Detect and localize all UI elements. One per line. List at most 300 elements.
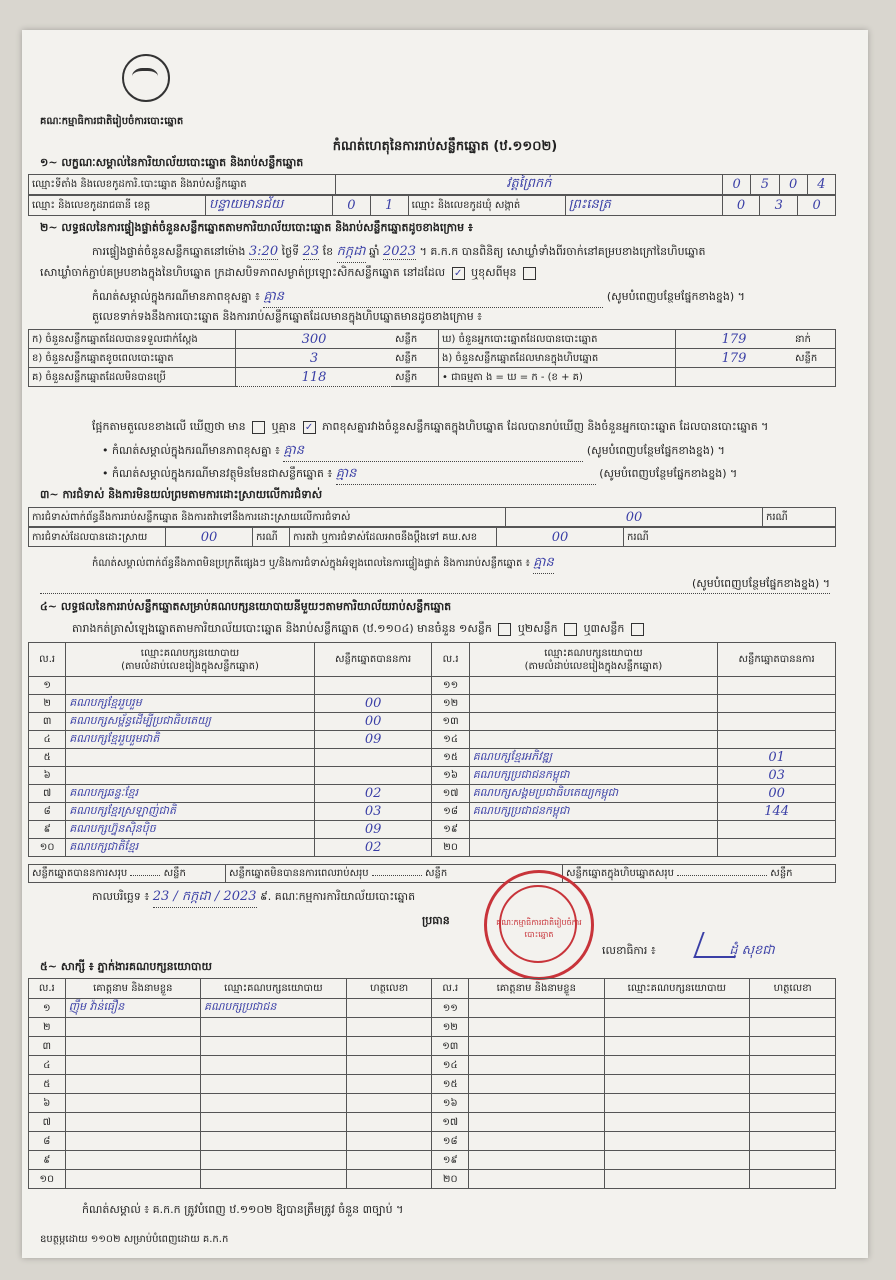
results-row bbox=[29, 731, 836, 749]
witness-name bbox=[65, 1037, 200, 1056]
details-left-label: ក) ចំនួនសន្លឹកឆ្នោតដែលបានទទួលជាក់ស្តែង bbox=[29, 330, 236, 349]
details-left-label: ខ) ចំនួនសន្លឹកឆ្នោតខូចពេលបោះឆ្នោត bbox=[29, 349, 236, 368]
date-value: 23 / កក្កដា / 2023 bbox=[153, 888, 257, 908]
party-number: ១៦ bbox=[432, 767, 469, 785]
party-name: គណបក្សហ្វ៊ុនស៊ិនប៉ិច bbox=[66, 821, 315, 839]
verify-text-a: ការផ្ទៀងផ្ទាត់ចំនួនសន្លឹកឆ្នោតនៅម៉ោង bbox=[92, 245, 246, 258]
results-row bbox=[29, 695, 836, 713]
results-row bbox=[29, 767, 836, 785]
party-name: គណបក្សឆន្ទៈខ្មែរ bbox=[66, 785, 315, 803]
details-right-value bbox=[676, 368, 793, 387]
witness-number: ៨ bbox=[29, 1132, 66, 1151]
secretary-line bbox=[602, 942, 775, 961]
party-name: គណបក្សខ្មែរអភិវឌ្ឍ bbox=[469, 749, 718, 767]
valid-total-label: សន្លឹកឆ្នោតបាននការសរុប bbox=[32, 868, 128, 879]
party-name bbox=[469, 821, 718, 839]
witness-name bbox=[469, 1075, 604, 1094]
witness-number: ១៧ bbox=[432, 1113, 469, 1132]
party-name: គណបក្សជាតិខ្មែរ bbox=[66, 839, 315, 857]
verify-time: 3:20 bbox=[248, 244, 279, 259]
party-votes bbox=[718, 821, 836, 839]
box-total-blank bbox=[677, 875, 767, 876]
results-row bbox=[29, 803, 836, 821]
section4-title: ៤~ លទ្ធផលនៃការរាប់សន្លឹកឆ្នោតសម្រាប់គណបក្សនយោបាយនីមួយៗតាមការិយាល័យរាប់សន្លឹកឆ្នោត bbox=[40, 600, 452, 613]
witness-number: ៩ bbox=[29, 1151, 66, 1170]
site-code-3: 0 bbox=[779, 175, 807, 195]
details-left-value: 118 bbox=[236, 368, 393, 387]
party-votes: 00 bbox=[314, 695, 432, 713]
party-votes: 03 bbox=[314, 803, 432, 821]
witness-signature bbox=[346, 1037, 432, 1056]
party-name bbox=[469, 713, 718, 731]
secretary-label: លេខាធិការ ៖ bbox=[602, 944, 656, 957]
party-name bbox=[66, 677, 315, 695]
results-row bbox=[29, 821, 836, 839]
party-number: ១០ bbox=[29, 839, 66, 857]
witness-signature bbox=[750, 1075, 836, 1094]
witness-name bbox=[469, 1018, 604, 1037]
col-party-header bbox=[469, 643, 718, 677]
witness-name bbox=[65, 1075, 200, 1094]
col-party-header bbox=[66, 643, 315, 677]
details-intro: តួលេខទាក់ទងនឹងការបោះឆ្នោត និងការរាប់សន្លឹកឆ្នោតដែលមានក្នុងហិបឆ្នោតមានដូចខាងក្រោម ៖ bbox=[92, 310, 483, 323]
witness-signature bbox=[750, 1113, 836, 1132]
commune-label: ឈ្មោះ និងលេខកូដឃុំ សង្កាត់ bbox=[408, 196, 565, 216]
section1-table bbox=[28, 174, 836, 195]
party-number: ១៧ bbox=[432, 785, 469, 803]
date-line bbox=[92, 888, 415, 908]
diff-text-b: ឬគ្មាន bbox=[271, 420, 297, 433]
witness-col-sign: ហត្ថលេខា bbox=[750, 979, 836, 999]
witness-number: ១៨ bbox=[432, 1132, 469, 1151]
org-name: គណៈកម្មាធិការជាតិរៀបចំការបោះឆ្នោត bbox=[40, 116, 184, 127]
witness-signature bbox=[346, 1094, 432, 1113]
witness-signature bbox=[346, 999, 432, 1018]
col-party-subtitle: (តាមលំដាប់លេខរៀងក្នុងសន្លឹកឆ្នោត) bbox=[121, 660, 259, 672]
party-votes: 01 bbox=[718, 749, 836, 767]
results-row bbox=[29, 713, 836, 731]
witness-signature bbox=[750, 1170, 836, 1189]
form-title: កំណត់ហេតុនៃការរាប់សន្លឹកឆ្នោត (ឋ.១១០២) bbox=[332, 139, 558, 154]
witness-number: ៤ bbox=[29, 1056, 66, 1075]
results-row bbox=[29, 785, 836, 803]
form-sheet bbox=[22, 30, 868, 1258]
emblem-logo bbox=[122, 54, 170, 102]
witness-number: ១២ bbox=[432, 1018, 469, 1037]
witness-name bbox=[469, 1113, 604, 1132]
section4-intro-text: តារាងកត់ត្រាសំឡេងឆ្នោតតាមការិយាល័យបោះឆ្នោត និងរាប់សន្លឹកឆ្នោត (ឋ.១១០៤) មានចំនួន ១សន្លឹក bbox=[72, 622, 492, 635]
witness-name bbox=[469, 1132, 604, 1151]
witness-row bbox=[29, 1113, 836, 1132]
party-votes: 144 bbox=[718, 803, 836, 821]
col-votes-header: សន្លឹកឆ្នោតបាននការ bbox=[314, 643, 432, 677]
witness-row bbox=[29, 1018, 836, 1037]
note1-suffix: (សូមបំពេញបន្ថែមផ្នែកខាងខ្នង) ។ bbox=[606, 290, 745, 303]
witness-row bbox=[29, 1056, 836, 1075]
witness-party bbox=[604, 1113, 750, 1132]
objection-table bbox=[28, 507, 836, 527]
party-number: ១២ bbox=[432, 695, 469, 713]
objection-row2-mid-unit: ករណី bbox=[624, 528, 836, 547]
witness-number: ១៥ bbox=[432, 1075, 469, 1094]
witness-name bbox=[469, 1151, 604, 1170]
party-name bbox=[66, 749, 315, 767]
objection-note-value: គ្មាន bbox=[533, 554, 554, 574]
witness-name bbox=[65, 1170, 200, 1189]
details-left-label: គ) ចំនួនសន្លឹកឆ្នោតដែលមិនបានប្រើ bbox=[29, 368, 236, 387]
witness-name bbox=[65, 1094, 200, 1113]
diff-line bbox=[92, 420, 768, 436]
details-left-unit: សន្លឹក bbox=[392, 368, 439, 387]
objection-table-row2 bbox=[28, 527, 836, 547]
witness-name bbox=[65, 1132, 200, 1151]
verify-month: កក្កដា bbox=[337, 243, 366, 263]
witness-number: ១៩ bbox=[432, 1151, 469, 1170]
secretary-name: ដុំ សុខជា bbox=[729, 943, 775, 958]
commune-code-3: 0 bbox=[798, 196, 836, 216]
section5-title: ៥~ សាក្សី ៖ ភ្នាក់ងារគណបក្សនយោបាយ bbox=[40, 960, 213, 973]
objection-row2-value: 00 bbox=[166, 528, 253, 547]
witness-row bbox=[29, 1075, 836, 1094]
witness-number: ១ bbox=[29, 999, 66, 1018]
three-sheet-checkbox[interactable] bbox=[631, 623, 644, 636]
party-name: គណបក្សប្រជាជនកម្ពុជា bbox=[469, 803, 718, 821]
objection-row2-mid-value: 00 bbox=[497, 528, 624, 547]
witness-table bbox=[28, 978, 836, 1189]
party-votes bbox=[718, 839, 836, 857]
verify-line1 bbox=[92, 243, 706, 263]
note2-suffix: (សូមបំពេញបន្ថែមផ្នែកខាងខ្នង) ។ bbox=[586, 444, 725, 457]
note3-line bbox=[102, 465, 737, 485]
verify-text-c: ខែ bbox=[322, 245, 334, 258]
witness-signature bbox=[750, 1018, 836, 1037]
witness-party bbox=[604, 1132, 750, 1151]
witness-number: ២ bbox=[29, 1018, 66, 1037]
party-number: ៦ bbox=[29, 767, 66, 785]
party-number: ៩ bbox=[29, 821, 66, 839]
party-name: គណបក្សខ្មែរស្រឡាញ់ជាតិ bbox=[66, 803, 315, 821]
party-votes: 09 bbox=[314, 731, 432, 749]
party-number: ១៤ bbox=[432, 731, 469, 749]
party-number: ១៨ bbox=[432, 803, 469, 821]
col-party-title: ឈ្មោះគណបក្សនយោបាយ bbox=[140, 647, 240, 659]
section4-intro bbox=[72, 622, 647, 638]
witness-signature bbox=[750, 1132, 836, 1151]
party-votes bbox=[718, 677, 836, 695]
details-left-value: 300 bbox=[236, 330, 393, 349]
party-votes bbox=[718, 695, 836, 713]
chair-label: ៩. គណៈកម្មការការិយាល័យបោះឆ្នោត bbox=[260, 890, 416, 903]
chair-title: ប្រធាន bbox=[422, 914, 450, 927]
box-total-unit: សន្លឹក bbox=[770, 868, 793, 879]
party-number: ១ bbox=[29, 677, 66, 695]
witness-row bbox=[29, 999, 836, 1018]
province-code-1: 0 bbox=[333, 196, 371, 216]
party-name: គណបក្សប្រជាជនកម្ពុជា bbox=[469, 767, 718, 785]
witness-signature bbox=[750, 1094, 836, 1113]
verify-text-d: ឆ្នាំ bbox=[369, 245, 380, 258]
witness-row bbox=[29, 1170, 836, 1189]
date-label: កាលបរិច្ឆេទ ៖ bbox=[92, 890, 150, 903]
diff-text-c: ភាពខុសគ្នារវាងចំនួនសន្លឹកឆ្នោតក្នុងហិបឆ្នោត ដែលបានរាប់ឃើញ និងចំនួនអ្នកបោះឆ្នោត ដែលបានបោះឆ្នោត ។ bbox=[322, 420, 769, 433]
party-number: ៤ bbox=[29, 731, 66, 749]
verify-text-b: ថ្ងៃទី bbox=[281, 245, 300, 258]
details-row bbox=[29, 349, 836, 368]
witness-party bbox=[604, 999, 750, 1018]
party-votes bbox=[314, 767, 432, 785]
details-right-label: ឃ) ចំនួនអ្នកបោះឆ្នោតដែលបានបោះឆ្នោត bbox=[439, 330, 676, 349]
results-row bbox=[29, 839, 836, 857]
results-header bbox=[29, 643, 836, 677]
objection-row2-unit: ករណី bbox=[253, 528, 290, 547]
witness-number: ១១ bbox=[432, 999, 469, 1018]
box-total-label: សន្លឹកឆ្នោតក្នុងហិបឆ្នោតសរុប bbox=[566, 868, 674, 879]
witness-number: ៧ bbox=[29, 1113, 66, 1132]
note1-label: កំណត់សម្គាល់ក្នុងករណីមានភាពខុសគ្នា ៖ bbox=[92, 290, 260, 303]
results-row bbox=[29, 749, 836, 767]
valid-total-blank bbox=[130, 875, 160, 876]
party-name: គណបក្សសម្ព័ន្ធដើម្បីប្រជាធិបតេយ្យ bbox=[66, 713, 315, 731]
province-value: បន្ទាយមានជ័យ bbox=[206, 196, 333, 216]
party-number: ២០ bbox=[432, 839, 469, 857]
details-right-label: • ជាធម្មតា ង = ឃ = ក - (ខ + គ) bbox=[439, 368, 676, 387]
witness-signature bbox=[750, 999, 836, 1018]
witness-row bbox=[29, 1132, 836, 1151]
col-party-subtitle: (តាមលំដាប់លេខរៀងក្នុងសន្លឹកឆ្នោត) bbox=[524, 660, 663, 672]
col-no-header: ល.រ bbox=[432, 643, 469, 677]
party-votes: 02 bbox=[314, 839, 432, 857]
witness-party bbox=[201, 1094, 347, 1113]
province-label: ឈ្មោះ និងលេខកូដរាជធានី ខេត្ត bbox=[29, 196, 206, 216]
witness-party bbox=[201, 1170, 347, 1189]
witness-party bbox=[604, 1056, 750, 1075]
diff-yes-checkbox[interactable] bbox=[252, 421, 265, 434]
party-votes bbox=[718, 731, 836, 749]
details-right-value: 179 bbox=[676, 330, 793, 349]
changed-checkbox[interactable] bbox=[523, 267, 536, 280]
witness-party bbox=[604, 1037, 750, 1056]
witness-number: ១៦ bbox=[432, 1094, 469, 1113]
party-votes: 00 bbox=[718, 785, 836, 803]
witness-party bbox=[201, 1075, 347, 1094]
details-row bbox=[29, 330, 836, 349]
party-number: ១៥ bbox=[432, 749, 469, 767]
witness-number: ១៤ bbox=[432, 1056, 469, 1075]
party-votes: 00 bbox=[314, 713, 432, 731]
party-name bbox=[469, 839, 718, 857]
witness-name bbox=[469, 1056, 604, 1075]
party-name: គណបក្សខ្មែររួបរួមជាតិ bbox=[66, 731, 315, 749]
col-party-title: ឈ្មោះគណបក្សនយោបាយ bbox=[544, 647, 643, 659]
invalid-total-blank bbox=[372, 875, 422, 876]
objection-note-label: កំណត់សម្គាល់ពាក់ព័ន្ធនឹងភាពមិនប្រក្រតីផ្សេងៗ ឬ/និងការជំទាស់ក្នុងអំឡុងពេលនៃការផ្ទៀងផ្ទាត់ និងការរាប់សន្លឹកឆ្នោត ៖ bbox=[92, 558, 530, 569]
witness-col-sign: ហត្ថលេខា bbox=[346, 979, 432, 999]
witness-number: ២០ bbox=[432, 1170, 469, 1189]
details-table bbox=[28, 329, 836, 387]
witness-col-name: គោត្តនាម និងនាមខ្លួន bbox=[469, 979, 604, 999]
verify-line2 bbox=[40, 266, 539, 282]
witness-party bbox=[604, 1151, 750, 1170]
party-number: ១៩ bbox=[432, 821, 469, 839]
objection-row2-mid-label: ការតវ៉ា ឬការជំទាស់ដែលអាចនឹងប្តឹងទៅ គឃ.សខ bbox=[290, 528, 497, 547]
objection-row1-value: 00 bbox=[506, 508, 763, 527]
objection-row1-label: ការជំទាស់ពាក់ព័ន្ធនឹងការរាប់សន្លឹកឆ្នោត និងការតវ៉ាទៅនឹងការដោះស្រាយលើការជំទាស់ bbox=[29, 508, 506, 527]
objection-note bbox=[92, 554, 554, 574]
witness-signature bbox=[750, 1056, 836, 1075]
details-left-unit: សន្លឹក bbox=[392, 349, 439, 368]
details-right-unit bbox=[792, 368, 836, 387]
note2-label: • កំណត់សម្គាល់ក្នុងករណីមានភាពខុសគ្នា ៖ bbox=[102, 444, 280, 457]
witness-party bbox=[201, 1018, 347, 1037]
witness-col-name: គោត្តនាម និងនាមខ្លួន bbox=[65, 979, 200, 999]
commune-value: ព្រះនេត្រ bbox=[565, 196, 722, 216]
party-name bbox=[66, 767, 315, 785]
party-number: ២ bbox=[29, 695, 66, 713]
section1-table-row2 bbox=[28, 195, 836, 216]
site-value: វត្តព្រៃកក់ bbox=[336, 175, 723, 195]
commune-code-1: 0 bbox=[722, 196, 760, 216]
witness-number: ៦ bbox=[29, 1094, 66, 1113]
party-number: ៨ bbox=[29, 803, 66, 821]
witness-name bbox=[65, 1113, 200, 1132]
witness-name bbox=[65, 1151, 200, 1170]
witness-party bbox=[604, 1018, 750, 1037]
party-number: ១៣ bbox=[432, 713, 469, 731]
witness-name bbox=[65, 1056, 200, 1075]
changed-label: ឬខុសពីមុន bbox=[471, 266, 517, 279]
note3-value: គ្មាន bbox=[336, 465, 596, 485]
note1-line bbox=[92, 288, 852, 308]
site-label: ឈ្មោះទីតាំង និងលេខកូដការិ.បោះឆ្នោត និងរាប់សន្លឹកឆ្នោត bbox=[29, 175, 336, 195]
site-code-4: 4 bbox=[807, 175, 835, 195]
witness-number: ១០ bbox=[29, 1170, 66, 1189]
valid-total-unit: សន្លឹក bbox=[163, 868, 186, 879]
party-name bbox=[469, 677, 718, 695]
site-code-2: 5 bbox=[751, 175, 779, 195]
party-votes: 02 bbox=[314, 785, 432, 803]
results-table bbox=[28, 642, 836, 857]
verify-year: 2023 bbox=[382, 244, 417, 259]
verify-day: 23 bbox=[302, 244, 320, 259]
note2-line bbox=[102, 442, 725, 462]
party-number: ១១ bbox=[432, 677, 469, 695]
objection-row1-unit: ករណី bbox=[763, 508, 836, 527]
verify-text-e: ។ គ.ក.ក បានពិនិត្យ សោឃ្លាំទាំងពីរចាក់នៅគម្របខាងក្រៅនៃហិបឆ្នោត bbox=[419, 245, 706, 258]
section2-title: ២~ លទ្ធផលនៃការផ្ទៀងផ្ទាត់ចំនួនសន្លឹកឆ្នោតតាមការិយាល័យបោះឆ្នោត និងរាប់សន្លឹកឆ្នោតដូចខាងក្រោម ៖ bbox=[40, 221, 473, 234]
witness-col-party: ឈ្មោះគណបក្សនយោបាយ bbox=[201, 979, 347, 999]
diff-no-checkbox[interactable]: ✓ bbox=[303, 421, 316, 434]
witness-party bbox=[201, 1132, 347, 1151]
party-number: ៧ bbox=[29, 785, 66, 803]
witness-row bbox=[29, 1151, 836, 1170]
party-number: ៥ bbox=[29, 749, 66, 767]
witness-signature bbox=[346, 1056, 432, 1075]
note3-label: • កំណត់សម្គាល់ក្នុងករណីមានវត្ថុមិនមែនជាសន្លឹកឆ្នោត ៖ bbox=[102, 467, 333, 480]
note3-suffix: (សូមបំពេញបន្ថែមផ្នែកខាងខ្នង) ។ bbox=[599, 467, 738, 480]
details-row bbox=[29, 368, 836, 387]
stamp-text: គណៈកម្មាធិការជាតិរៀបចំការបោះឆ្នោត bbox=[496, 918, 582, 939]
same-checkbox[interactable]: ✓ bbox=[452, 267, 465, 280]
witness-number: ៥ bbox=[29, 1075, 66, 1094]
details-left-value: 3 bbox=[236, 349, 393, 368]
party-number: ៣ bbox=[29, 713, 66, 731]
valid-total bbox=[29, 865, 226, 883]
col-votes-header: សន្លឹកឆ្នោតបាននការ bbox=[718, 643, 836, 677]
witness-name bbox=[469, 1037, 604, 1056]
witness-name bbox=[469, 1094, 604, 1113]
verify-line2-text: សោឃ្លាំចាក់ភ្ជាប់គម្របខាងក្នុងនៃហិបឆ្នោត ក្រដាសបិទភាពសម្ងាត់ប្រឡោះសិកសន្លឹកឆ្នោត នៅដដែល bbox=[40, 266, 446, 279]
witness-row bbox=[29, 1037, 836, 1056]
details-right-unit: សន្លឹក bbox=[792, 349, 836, 368]
witness-number: ១៣ bbox=[432, 1037, 469, 1056]
party-votes bbox=[314, 749, 432, 767]
witness-col-party: ឈ្មោះគណបក្សនយោបាយ bbox=[604, 979, 750, 999]
objection-row2-label: ការជំទាស់ដែលបានដោះស្រាយ bbox=[29, 528, 166, 547]
witness-signature bbox=[346, 1132, 432, 1151]
party-name: គណបក្សខ្មែររួបរួម bbox=[66, 695, 315, 713]
witness-party bbox=[604, 1075, 750, 1094]
three-sheet-label: ឬ៣សន្លឹក bbox=[583, 622, 625, 635]
witness-party: គណបក្សប្រជាជន bbox=[201, 999, 347, 1018]
witness-row bbox=[29, 1094, 836, 1113]
details-right-unit: នាក់ bbox=[792, 330, 836, 349]
diff-text-a: ផ្អែកតាមតួលេខខាងលើ ឃើញថា មាន bbox=[92, 420, 246, 433]
section3-title: ៣~ ការជំទាស់ និងការមិនយល់ព្រមតាមការដោះស្រាយលើការជំទាស់ bbox=[40, 488, 323, 501]
witness-party bbox=[201, 1037, 347, 1056]
witness-signature bbox=[346, 1113, 432, 1132]
details-right-label: ង) ចំនួនសន្លឹកឆ្នោតដែលមានក្នុងហិបឆ្នោត bbox=[439, 349, 676, 368]
party-votes bbox=[718, 713, 836, 731]
objection-note-suffix: (សូមបំពេញបន្ថែមផ្នែកខាងខ្នង) ។ bbox=[40, 577, 830, 594]
witness-party bbox=[604, 1170, 750, 1189]
province-code-2: 1 bbox=[370, 196, 408, 216]
two-sheet-checkbox[interactable] bbox=[564, 623, 577, 636]
commune-code-2: 3 bbox=[760, 196, 798, 216]
party-name bbox=[469, 731, 718, 749]
site-code-1: 0 bbox=[723, 175, 751, 195]
invalid-total-unit: សន្លឹក bbox=[425, 868, 448, 879]
witness-signature bbox=[346, 1170, 432, 1189]
witness-signature bbox=[346, 1018, 432, 1037]
witness-signature bbox=[750, 1037, 836, 1056]
results-footer bbox=[28, 864, 836, 883]
note1-value: គ្មាន bbox=[263, 288, 603, 308]
witness-name bbox=[469, 1170, 604, 1189]
party-votes: 09 bbox=[314, 821, 432, 839]
results-row bbox=[29, 677, 836, 695]
col-no-header: ល.រ bbox=[29, 643, 66, 677]
party-votes bbox=[314, 677, 432, 695]
form-footer: ឧបត្ថម្ភដោយ ១១០២ សម្រាប់បំពេញដោយ គ.ក.ក bbox=[40, 1234, 229, 1245]
party-name bbox=[469, 695, 718, 713]
section1-title: ១~ លក្ខណៈសម្គាល់នៃការិយាល័យបោះឆ្នោត និងរាប់សន្លឹកឆ្នោត bbox=[40, 156, 304, 169]
witness-header bbox=[29, 979, 836, 999]
witness-name bbox=[469, 999, 604, 1018]
witness-col-no: ល.រ bbox=[29, 979, 66, 999]
witness-name bbox=[65, 1018, 200, 1037]
witness-party bbox=[604, 1094, 750, 1113]
witness-signature bbox=[346, 1075, 432, 1094]
witness-number: ៣ bbox=[29, 1037, 66, 1056]
witness-signature bbox=[346, 1151, 432, 1170]
party-votes: 03 bbox=[718, 767, 836, 785]
witness-party bbox=[201, 1113, 347, 1132]
details-right-value: 179 bbox=[676, 349, 793, 368]
one-sheet-checkbox[interactable] bbox=[498, 623, 511, 636]
details-left-unit: សន្លឹក bbox=[392, 330, 439, 349]
note2-value: គ្មាន bbox=[283, 442, 583, 462]
witness-party bbox=[201, 1056, 347, 1075]
